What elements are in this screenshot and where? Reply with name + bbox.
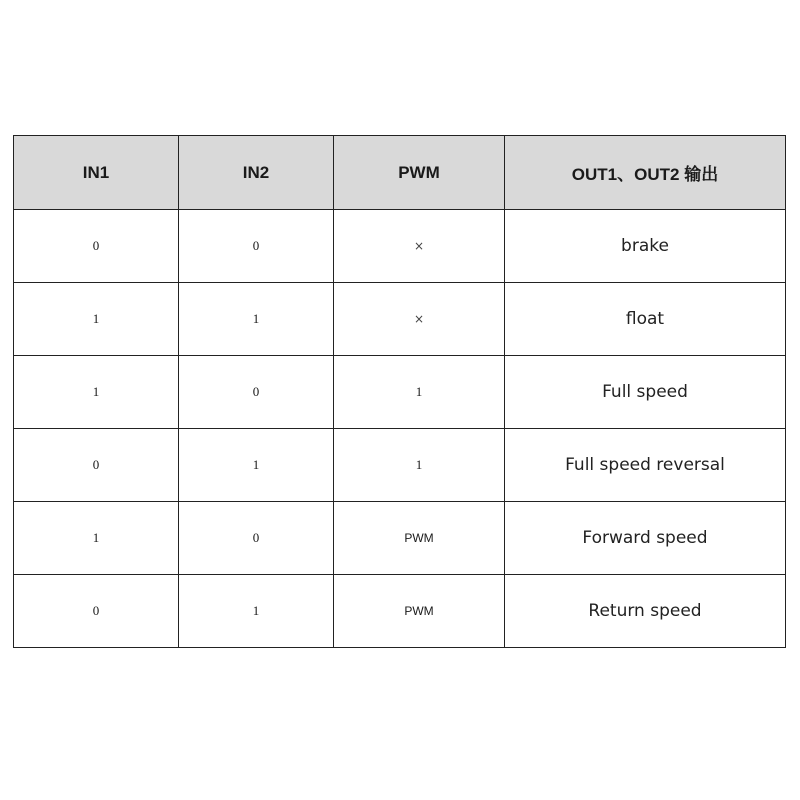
table-row — [14, 356, 786, 429]
cell-in1: 1 — [14, 502, 179, 575]
cell-output: float — [505, 283, 786, 356]
cell-in1: 0 — [14, 210, 179, 283]
table-row — [14, 210, 786, 283]
table-header-row — [14, 136, 786, 210]
column-header-output: OUT1、OUT2 输出 — [505, 136, 786, 210]
cell-in1: 0 — [14, 429, 179, 502]
cell-pwm: × — [334, 283, 505, 356]
cell-output: brake — [505, 210, 786, 283]
cell-pwm: PWM — [334, 575, 505, 648]
cell-output: Full speed reversal — [505, 429, 786, 502]
cell-pwm: PWM — [334, 502, 505, 575]
column-header-in2: IN2 — [179, 136, 334, 210]
cell-output: Full speed — [505, 356, 786, 429]
table-row — [14, 283, 786, 356]
cell-in1: 1 — [14, 356, 179, 429]
table-row — [14, 575, 786, 648]
cell-in2: 0 — [179, 210, 334, 283]
cell-in2: 0 — [179, 356, 334, 429]
cell-pwm: × — [334, 210, 505, 283]
cell-in2: 1 — [179, 429, 334, 502]
cell-in2: 1 — [179, 283, 334, 356]
cell-output: Return speed — [505, 575, 786, 648]
table-row — [14, 429, 786, 502]
cell-in2: 1 — [179, 575, 334, 648]
column-header-in1: IN1 — [14, 136, 179, 210]
column-header-pwm: PWM — [334, 136, 505, 210]
motor-truth-table — [13, 135, 786, 648]
table-row — [14, 502, 786, 575]
cell-pwm: 1 — [334, 429, 505, 502]
cell-pwm: 1 — [334, 356, 505, 429]
cell-output: Forward speed — [505, 502, 786, 575]
cell-in1: 1 — [14, 283, 179, 356]
cell-in2: 0 — [179, 502, 334, 575]
cell-in1: 0 — [14, 575, 179, 648]
